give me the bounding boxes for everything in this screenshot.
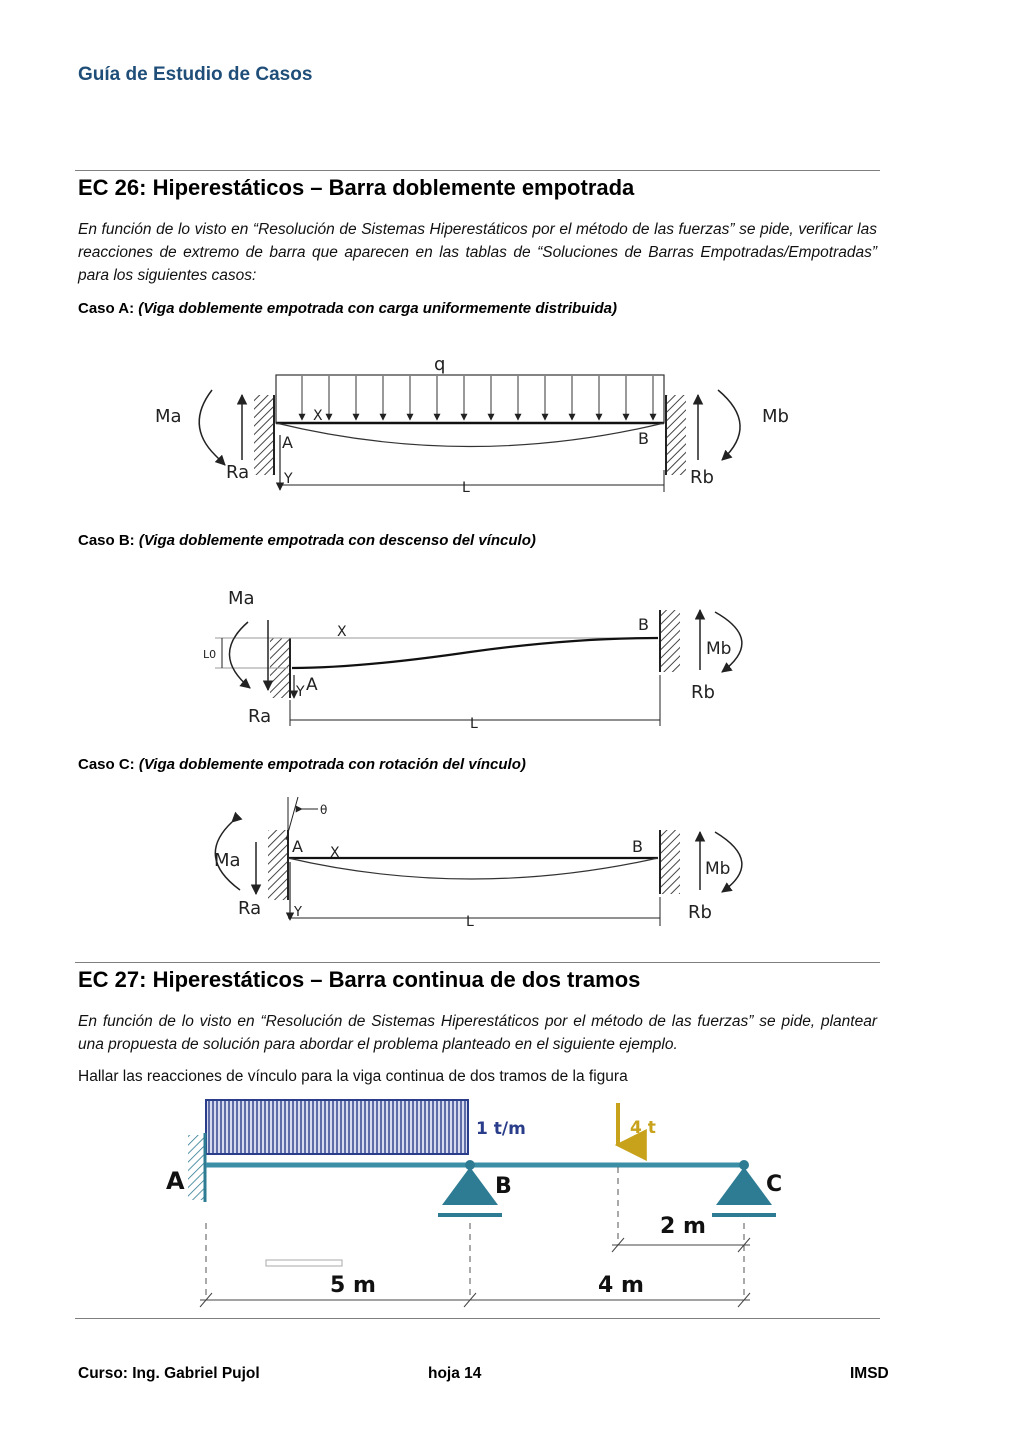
load-arrows	[302, 376, 653, 420]
figure-caso-b	[0, 580, 1023, 750]
label-mb: Mb	[706, 639, 732, 659]
wall-right	[660, 610, 680, 672]
label-y: Y	[294, 905, 302, 920]
label-rb: Rb	[690, 467, 714, 488]
header-title: Guía de Estudio de Casos	[78, 64, 313, 85]
label-mb: Mb	[762, 406, 789, 427]
label-mb: Mb	[705, 859, 731, 879]
moment-ma-arrow	[229, 622, 250, 688]
label-y: Y	[284, 471, 293, 487]
label-x: X	[330, 845, 340, 861]
wall-left	[268, 830, 288, 900]
label-q: q	[434, 354, 446, 375]
label-dim-5m: 5 m	[330, 1273, 376, 1298]
label-theta: θ	[320, 803, 328, 817]
caso-c-label: Caso C:	[78, 756, 135, 773]
label-support-b: B	[495, 1174, 512, 1199]
distributed-load-box	[276, 375, 664, 423]
label-ma: Ma	[155, 406, 182, 427]
fixed-support-a	[188, 1133, 205, 1202]
label-rb: Rb	[688, 902, 712, 923]
label-support-a: A	[166, 1167, 185, 1195]
caso-a-desc: (Viga doblemente empotrada con carga uniformemente distribuida)	[138, 300, 617, 317]
caso-b-label: Caso B:	[78, 532, 135, 549]
label-dim-2m: 2 m	[660, 1214, 706, 1239]
label-b: B	[632, 837, 643, 856]
figure-continuous-beam	[0, 1095, 1023, 1325]
label-ra: Ra	[226, 462, 250, 483]
label-support-c: C	[766, 1172, 783, 1197]
moment-ma-arrow	[199, 390, 225, 465]
footer-org: IMSD	[850, 1365, 889, 1382]
label-a: A	[292, 837, 303, 856]
caso-a-heading	[78, 300, 617, 317]
label-x: X	[313, 408, 323, 424]
footer-page: hoja 14	[428, 1365, 482, 1382]
figure-caso-c	[0, 792, 1023, 942]
caso-c-desc: (Viga doblemente empotrada con rotación del vínculo)	[138, 756, 526, 773]
ec27-intro: En función de lo visto en “Resolución de Sistemas Hiperestáticos por el método de las fuerzas” se pide, plantear una propuesta de solución para abordar el problema planteado en el siguiente ejemplo.	[78, 1013, 877, 1053]
roller-support-b	[438, 1160, 502, 1215]
label-a: A	[306, 675, 318, 695]
label-l: L	[470, 716, 478, 732]
deflected-shape	[288, 858, 658, 879]
label-ma: Ma	[228, 588, 255, 609]
moment-mb-arrow	[718, 390, 740, 460]
ec27-title: EC 27: Hiperestáticos – Barra continua de dos tramos	[78, 967, 641, 992]
label-b: B	[638, 429, 649, 448]
divider	[75, 170, 880, 171]
caso-b-desc: (Viga doblemente empotrada con descenso del vínculo)	[138, 532, 536, 549]
label-l: L	[462, 480, 470, 496]
label-a: A	[282, 433, 293, 452]
label-point-load: 4 t	[630, 1118, 656, 1138]
label-y: Y	[296, 684, 305, 700]
deflected-beam	[292, 638, 658, 668]
ec26-title: EC 26: Hiperestáticos – Barra doblemente empotrada	[78, 175, 635, 200]
label-x: X	[337, 624, 347, 640]
label-lo: L0	[203, 648, 217, 661]
divider	[75, 962, 880, 963]
wall-left	[254, 395, 274, 475]
wall-right	[660, 830, 680, 894]
label-rb: Rb	[691, 682, 715, 703]
label-dim-4m: 4 m	[598, 1273, 644, 1298]
figure-caso-a	[0, 340, 1023, 520]
wall-right	[666, 395, 686, 475]
label-ma: Ma	[214, 850, 241, 871]
footer-course: Curso: Ing. Gabriel Pujol	[78, 1365, 260, 1382]
caso-b-heading	[78, 532, 536, 549]
ec26-intro: En función de lo visto en “Resolución de Sistemas Hiperestáticos por el método de las fuerzas” se pide, verificar las reacciones de extremo de barra que aparecen en las tablas de “Soluciones de Barras Empotradas/Empotradas” para los siguientes casos:	[78, 221, 877, 284]
label-l: L	[466, 914, 474, 930]
caso-c-heading	[78, 756, 526, 773]
label-ra: Ra	[248, 706, 272, 727]
label-b: B	[638, 615, 649, 634]
caso-a-label: Caso A:	[78, 300, 135, 317]
deflected-shape	[276, 423, 664, 447]
label-ra: Ra	[238, 898, 262, 919]
ec27-task: Hallar las reacciones de vínculo para la viga continua de dos tramos de la figura	[78, 1068, 628, 1085]
footer-divider	[75, 1318, 880, 1319]
dimension-lines	[200, 1238, 750, 1307]
label-distributed-load: 1 t/m	[476, 1119, 526, 1139]
